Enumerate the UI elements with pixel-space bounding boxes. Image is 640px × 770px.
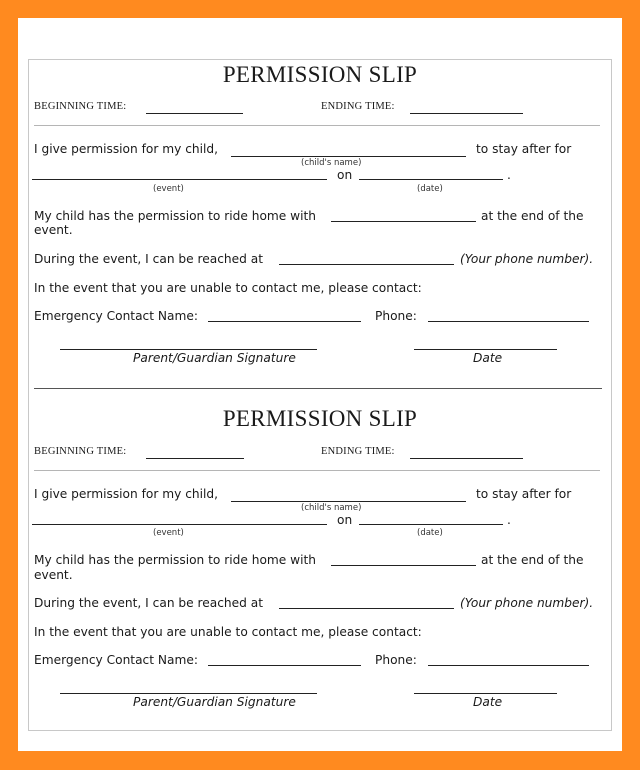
event-caption: (event) <box>153 184 184 194</box>
event-continuation: event. <box>34 568 73 582</box>
ending-time-label: ENDING TIME: <box>321 446 395 457</box>
emergency-contact-label: Emergency Contact Name: <box>34 309 198 323</box>
your-phone-caption: (Your phone number). <box>460 596 594 610</box>
beginning-time-label: BEGINNING TIME: <box>34 446 127 457</box>
emergency-contact-label: Emergency Contact Name: <box>34 653 198 667</box>
emergency-phone-field[interactable] <box>428 321 589 322</box>
emergency-phone-field[interactable] <box>428 665 589 666</box>
contact-intro-text: In the event that you are unable to contact me, please contact: <box>34 281 422 295</box>
emergency-contact-field[interactable] <box>208 665 361 666</box>
stay-after-text: to stay after for <box>476 487 572 501</box>
date-field[interactable] <box>359 524 503 525</box>
emergency-contact-field[interactable] <box>208 321 361 322</box>
event-field[interactable] <box>32 524 327 525</box>
beginning-time-label: BEGINNING TIME: <box>34 101 127 112</box>
permission-text: I give permission for my child, <box>34 487 219 501</box>
slip-title: PERMISSION SLIP <box>222 406 418 431</box>
end-of-text: at the end of the <box>481 209 584 223</box>
child-name-field[interactable] <box>231 501 466 502</box>
phone-number-field[interactable] <box>279 608 454 609</box>
signature-field[interactable] <box>60 693 317 694</box>
reach-text: During the event, I can be reached at <box>34 252 264 266</box>
ride-home-with-field[interactable] <box>331 565 476 566</box>
ending-time-label: ENDING TIME: <box>321 101 395 112</box>
divider <box>34 470 600 471</box>
ride-home-text: My child has the permission to ride home with <box>34 209 317 223</box>
reach-text: During the event, I can be reached at <box>34 596 264 610</box>
on-text: on <box>337 513 353 527</box>
childs-name-caption: (child's name) <box>301 158 362 168</box>
signature-caption: Parent/Guardian Signature <box>133 351 296 365</box>
cut-line <box>34 388 602 389</box>
page <box>18 18 622 751</box>
signature-field[interactable] <box>60 349 317 350</box>
date-caption: (date) <box>417 184 443 194</box>
event-caption: (event) <box>153 528 184 538</box>
ending-time-field[interactable] <box>410 458 523 459</box>
childs-name-caption: (child's name) <box>301 503 362 513</box>
permission-text: I give permission for my child, <box>34 142 219 156</box>
stay-after-text: to stay after for <box>476 142 572 156</box>
divider <box>34 125 600 126</box>
period-text: . <box>507 513 511 527</box>
date-field[interactable] <box>359 179 503 180</box>
date-caption: (date) <box>417 528 443 538</box>
date-signature-caption: Date <box>473 695 503 709</box>
phone-label: Phone: <box>375 309 417 323</box>
ride-home-with-field[interactable] <box>331 221 476 222</box>
event-continuation: event. <box>34 223 73 237</box>
event-field[interactable] <box>32 179 327 180</box>
signature-date-field[interactable] <box>414 349 557 350</box>
your-phone-caption: (Your phone number). <box>460 252 594 266</box>
signature-caption: Parent/Guardian Signature <box>133 695 296 709</box>
beginning-time-field[interactable] <box>146 113 243 114</box>
contact-intro-text: In the event that you are unable to contact me, please contact: <box>34 625 422 639</box>
phone-label: Phone: <box>375 653 417 667</box>
phone-number-field[interactable] <box>279 264 454 265</box>
child-name-field[interactable] <box>231 156 466 157</box>
signature-date-field[interactable] <box>414 693 557 694</box>
slip-title: PERMISSION SLIP <box>222 62 418 87</box>
on-text: on <box>337 168 353 182</box>
date-signature-caption: Date <box>473 351 503 365</box>
ending-time-field[interactable] <box>410 113 523 114</box>
beginning-time-field[interactable] <box>146 458 244 459</box>
end-of-text: at the end of the <box>481 553 584 567</box>
period-text: . <box>507 168 511 182</box>
ride-home-text: My child has the permission to ride home with <box>34 553 317 567</box>
